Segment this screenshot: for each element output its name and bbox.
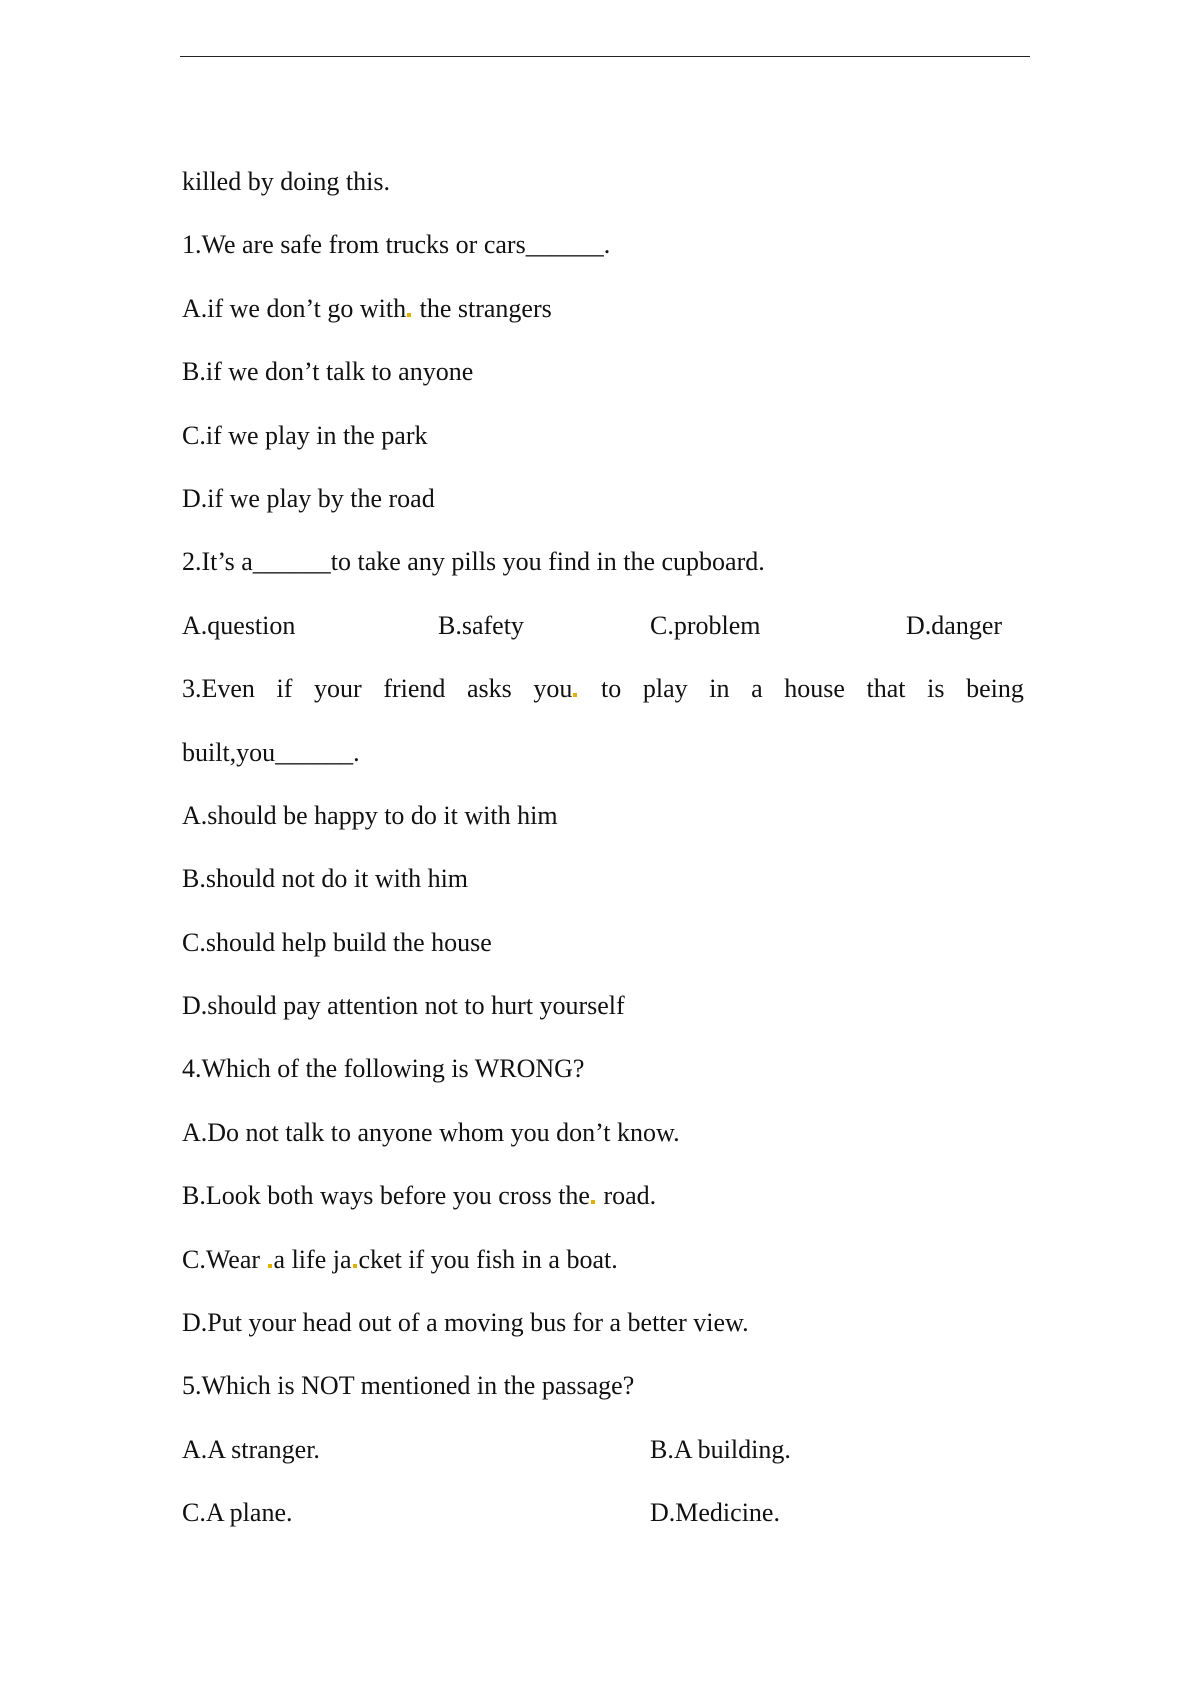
edit-marker (573, 693, 577, 697)
question-3-option-d: D.should pay attention not to hurt yourself (182, 991, 625, 1021)
question-1-option-a (182, 277, 1024, 340)
question-1-option-d: D.if we play by the road (182, 483, 435, 513)
word: being (966, 674, 1024, 704)
option-text: the strangers (413, 293, 552, 323)
word: you (533, 674, 573, 704)
word: if (276, 674, 293, 704)
question-1-option-b: B.if we don’t talk to anyone (182, 357, 474, 387)
word: to (601, 674, 622, 704)
question-3-option-b: B.should not do it with him (182, 864, 469, 894)
passage-ending: killed by doing this. (182, 167, 390, 196)
question-1-option-c: C.if we play in the park (182, 420, 428, 450)
question-3-continued: built,you______. (182, 737, 360, 767)
question-2-option-d: D.danger (906, 610, 1003, 640)
word: play (642, 674, 688, 704)
question-2-option-b: B.safety (438, 610, 524, 640)
question-5-options-row-2 (182, 1481, 1024, 1544)
question-2: 2.It’s a______to take any pills you find in the cupboard. (182, 547, 765, 577)
question-1: 1.We are safe from trucks or cars______. (182, 230, 611, 260)
question-4-option-a: A.Do not talk to anyone whom you don’t know. (182, 1117, 680, 1147)
word: asks (467, 674, 512, 704)
question-4-option-d: D.Put your head out of a moving bus for a better view. (182, 1308, 749, 1338)
option-text: a life ja (273, 1244, 352, 1274)
word: a (751, 674, 763, 704)
option-text: cket if you fish in a boat. (358, 1244, 618, 1274)
edit-marker (353, 1264, 357, 1268)
edit-marker (591, 1200, 595, 1204)
question-5: 5.Which is NOT mentioned in the passage? (182, 1371, 635, 1401)
word-with-marker (533, 657, 579, 720)
question-5-option-c: C.A plane. (182, 1498, 293, 1528)
question-2-options (182, 594, 1024, 657)
question-4: 4.Which of the following is WRONG? (182, 1054, 585, 1084)
header-rule (180, 56, 1030, 57)
question-3-option-a: A.should be happy to do it with him (182, 800, 558, 830)
edit-marker (268, 1264, 272, 1268)
word: your (314, 674, 362, 704)
word: is (927, 674, 945, 704)
option-text: B.Look both ways before you cross the (182, 1181, 590, 1211)
question-5-option-a: A.A stranger. (182, 1434, 320, 1464)
question-2-option-c: C.problem (650, 610, 761, 640)
word: 3.Even (182, 674, 255, 704)
question-3 (182, 657, 1024, 720)
question-5-options-row-1 (182, 1418, 1024, 1481)
option-text: road. (596, 1181, 657, 1211)
question-5-option-b: B.A building. (650, 1434, 791, 1464)
word: house (784, 674, 845, 704)
word: in (709, 674, 730, 704)
document-body (182, 150, 1024, 1545)
question-4-option-c (182, 1228, 1024, 1291)
question-2-option-a: A.question (182, 610, 296, 640)
question-3-option-c: C.should help build the house (182, 927, 492, 957)
question-5-option-d: D.Medicine. (650, 1498, 780, 1528)
word: friend (383, 674, 446, 704)
question-4-option-b (182, 1164, 1024, 1227)
word: that (866, 674, 906, 704)
option-text: A.if we don’t go with (182, 293, 407, 323)
option-text: C.Wear (182, 1244, 267, 1274)
edit-marker (407, 313, 411, 317)
